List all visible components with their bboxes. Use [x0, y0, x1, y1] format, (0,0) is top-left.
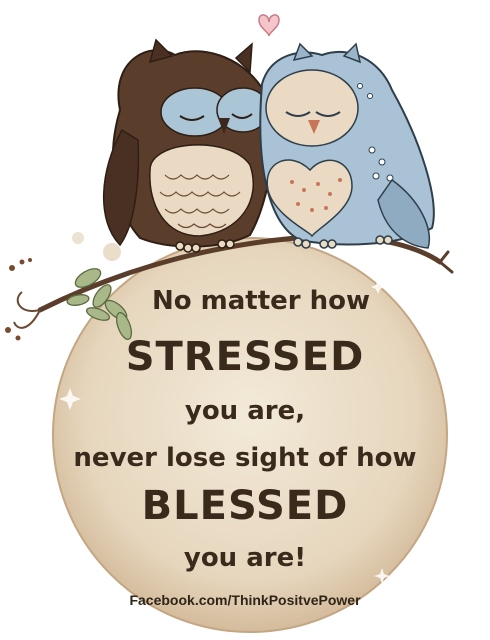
quote-line-4: never lose sight of how	[73, 443, 417, 473]
heart-icon	[259, 15, 279, 36]
paint-splash	[103, 243, 121, 261]
quote-line-3: you are,	[184, 396, 306, 426]
quote-line-blessed: BLESSED	[141, 483, 349, 529]
paint-splash	[72, 232, 84, 244]
blue-owl	[260, 44, 433, 248]
quote-line-6: you are!	[183, 543, 307, 573]
source-credit: Facebook.com/ThinkPositvePower	[129, 592, 361, 608]
quote-line-1: No matter how	[151, 286, 371, 316]
brown-owl	[104, 40, 273, 252]
quote-line-stressed: STRESSED	[125, 334, 365, 380]
